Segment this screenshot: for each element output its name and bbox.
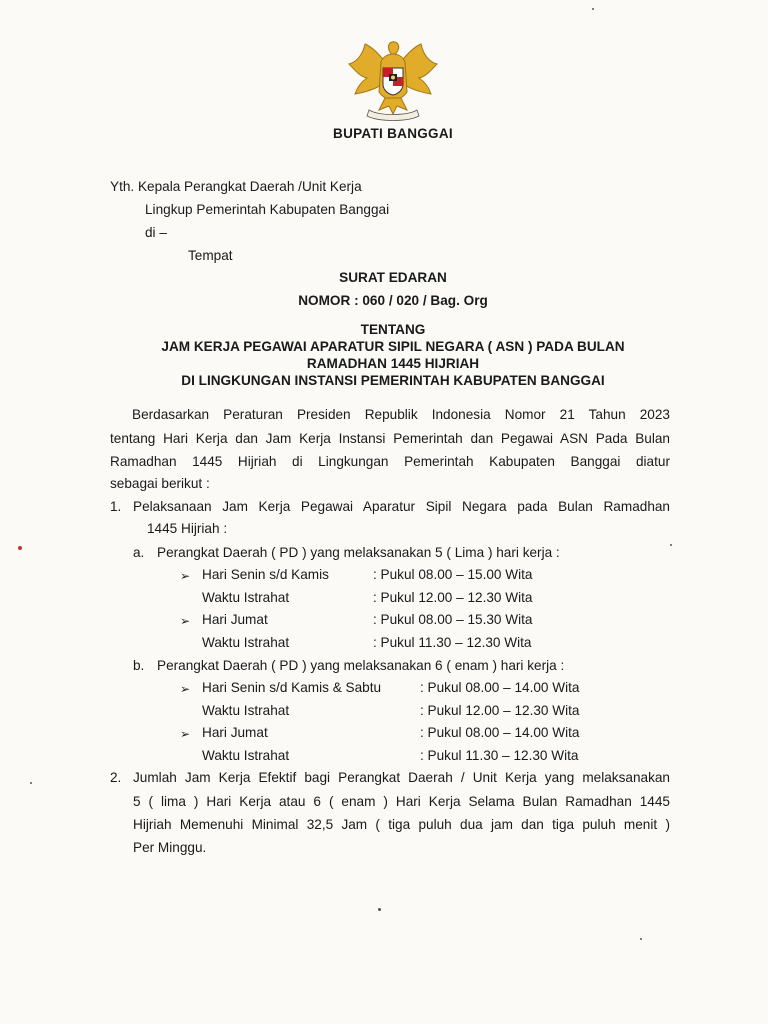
address-line-4: Tempat <box>188 248 233 263</box>
subject-line-2: RAMADHAN 1445 HIJRIAH <box>306 356 480 371</box>
arrow-bullet-icon: ➢ <box>180 682 191 696</box>
point-1-line-1: Pelaksanaan Jam Kerja Pegawai Aparatur Sipil Negara pada Bulan Ramadhan <box>133 499 670 514</box>
point-1a-label: a. <box>133 545 145 560</box>
point-1b-text: Perangkat Daerah ( PD ) yang melaksanakan 6 ( enam ) hari kerja : <box>157 658 565 673</box>
letter-number: NOMOR : 060 / 020 / Bag. Org <box>298 293 488 308</box>
point-1b-label: b. <box>133 658 145 673</box>
schedule-day: Hari Jumat <box>202 725 268 740</box>
schedule-time: : Pukul 08.00 – 14.00 Wita <box>420 680 580 695</box>
schedule-time: : Pukul 11.30 – 12.30 Wita <box>420 748 579 763</box>
schedule-day: Waktu Istrahat <box>202 703 290 718</box>
letter-type: SURAT EDARAN <box>339 270 447 285</box>
letterhead-title: BUPATI BANGGAI <box>333 126 453 141</box>
arrow-bullet-icon: ➢ <box>180 569 191 583</box>
point-2-number: 2. <box>110 770 122 785</box>
schedule-time: : Pukul 08.00 – 14.00 Wita <box>420 725 580 740</box>
point-1-line-2: 1445 Hijriah : <box>147 521 228 536</box>
address-line-1: Yth. Kepala Perangkat Daerah /Unit Kerja <box>110 179 362 194</box>
schedule-day: Waktu Istrahat <box>202 748 290 763</box>
scan-speck <box>640 938 642 940</box>
arrow-bullet-icon: ➢ <box>180 727 191 741</box>
scan-speck <box>378 908 381 911</box>
subject-line-1: JAM KERJA PEGAWAI APARATUR SIPIL NEGARA ( ASN ) PADA BULAN <box>161 339 625 354</box>
point-2-line-3: Hijriah Memenuhi Minimal 32,5 Jam ( tiga puluh dua jam dan tiga puluh menit ) <box>133 817 670 832</box>
point-1-number: 1. <box>110 499 122 514</box>
address-line-3: di – <box>145 225 167 240</box>
intro-line-2: tentang Hari Kerja dan Jam Kerja Instansi Pemerintah dan Pegawai ASN Pada Bulan <box>110 431 670 446</box>
point-1a-text: Perangkat Daerah ( PD ) yang melaksanakan 5 ( Lima ) hari kerja : <box>157 545 560 560</box>
address-line-2: Lingkup Pemerintah Kabupaten Banggai <box>145 202 390 217</box>
schedule-time: : Pukul 12.00 – 12.30 Wita <box>373 590 533 605</box>
schedule-time: : Pukul 11.30 – 12.30 Wita <box>373 635 532 650</box>
scan-speck <box>30 782 32 784</box>
arrow-bullet-icon: ➢ <box>180 614 191 628</box>
schedule-day: Waktu Istrahat <box>202 590 290 605</box>
schedule-day: Hari Senin s/d Kamis & Sabtu <box>202 680 382 695</box>
scan-speck <box>670 544 672 546</box>
point-2-line-2: 5 ( lima ) Hari Kerja atau 6 ( enam ) Hari Kerja Selama Bulan Ramadhan 1445 <box>133 794 670 809</box>
garuda-emblem-icon <box>343 40 443 122</box>
subject-line-3: DI LINGKUNGAN INSTANSI PEMERINTAH KABUPATEN BANGGAI <box>181 373 605 388</box>
scan-speck <box>592 8 594 10</box>
schedule-time: : Pukul 08.00 – 15.30 Wita <box>373 612 533 627</box>
schedule-time: : Pukul 08.00 – 15.00 Wita <box>373 567 533 582</box>
point-2-line-4: Per Minggu. <box>133 840 207 855</box>
scan-speck <box>18 546 22 550</box>
intro-line-3: Ramadhan 1445 Hijriah di Lingkungan Pemerintah Kabupaten Banggai diatur <box>110 454 670 469</box>
point-2-line-1: Jumlah Jam Kerja Efektif bagi Perangkat Daerah / Unit Kerja yang melaksanakan <box>133 770 670 785</box>
schedule-day: Waktu Istrahat <box>202 635 290 650</box>
schedule-time: : Pukul 12.00 – 12.30 Wita <box>420 703 580 718</box>
intro-line-1: Berdasarkan Peraturan Presiden Republik Indonesia Nomor 21 Tahun 2023 <box>132 407 670 422</box>
schedule-day: Hari Senin s/d Kamis <box>202 567 329 582</box>
about-label: TENTANG <box>360 322 426 337</box>
schedule-day: Hari Jumat <box>202 612 268 627</box>
intro-line-4: sebagai berikut : <box>110 476 210 491</box>
